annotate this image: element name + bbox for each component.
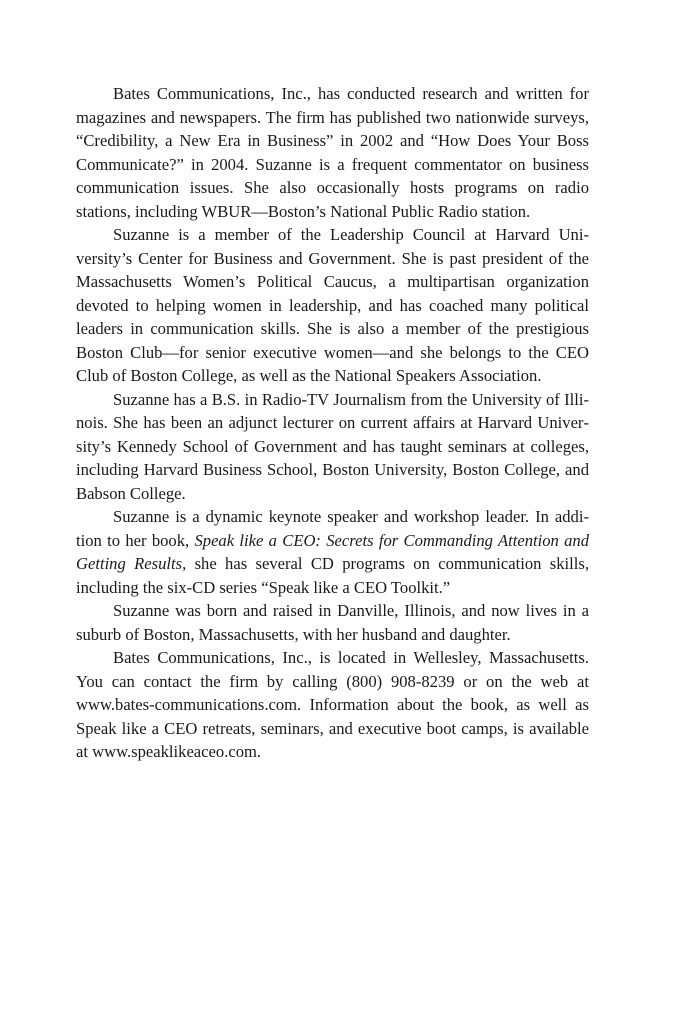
- body-text: [76, 82, 589, 764]
- paragraph-speaker: [76, 505, 589, 599]
- paragraph-contact: Bates Communications, Inc., is located in Wellesley, Massachusetts. You can contact the firm by calling (800) 908-8239 or on the web at www.bates-communications.com. Information about the book, as well as Speak like a CEO retreats, seminars, and executive boot camps, is available at www.speaklikeaceo.com.: [76, 648, 589, 761]
- book-title: Speak like a CEO: Secrets for Commanding Attention and Getting Results: [76, 530, 589, 573]
- paragraph-research: Bates Communications, Inc., has conducted research and written for magazines and newspapers. The firm has published two nationwide surveys, “Credibility, a New Era in Business” in 2002 and “How Does Your Boss Communicate?” in 2004. Suzanne is a frequent commentator on business communication issues. She also occasionally hosts programs on radio stations, including WBUR—Boston’s National Public Radio station.: [76, 84, 589, 221]
- paragraph-personal: Suzanne was born and raised in Danville, Illinois, and now lives in a suburb of Boston, Massachusetts, with her husband and daughter.: [76, 601, 589, 644]
- paragraph-leadership: Suzanne is a member of the Leadership Council at Harvard University’s Center for Business and Government. She is past president of the Massachusetts Women’s Political Caucus, a multipartisan organization devoted to helping women in leadership, and has coached many political leaders in communication skills. She is also a member of the prestigious Boston Club—for senior executive women—and she belongs to the CEO Club of Boston College, as well as the National Speakers Association.: [76, 225, 589, 385]
- paragraph-education: Suzanne has a B.S. in Radio-TV Journalism from the University of Illinois. She has been an adjunct lecturer on current affairs at Harvard University’s Kennedy School of Government and has taught seminars at colleges, including Harvard Business School, Boston University, Boston College, and Babson College.: [76, 389, 589, 503]
- speaker-text-before: Suzanne is a dynamic keynote speaker and workshop leader. In addition to her book,: [76, 507, 589, 550]
- speaker-text-after: , she has several CD programs on communication skills, including the six-CD series “Speak like a CEO Toolkit.”: [76, 554, 589, 597]
